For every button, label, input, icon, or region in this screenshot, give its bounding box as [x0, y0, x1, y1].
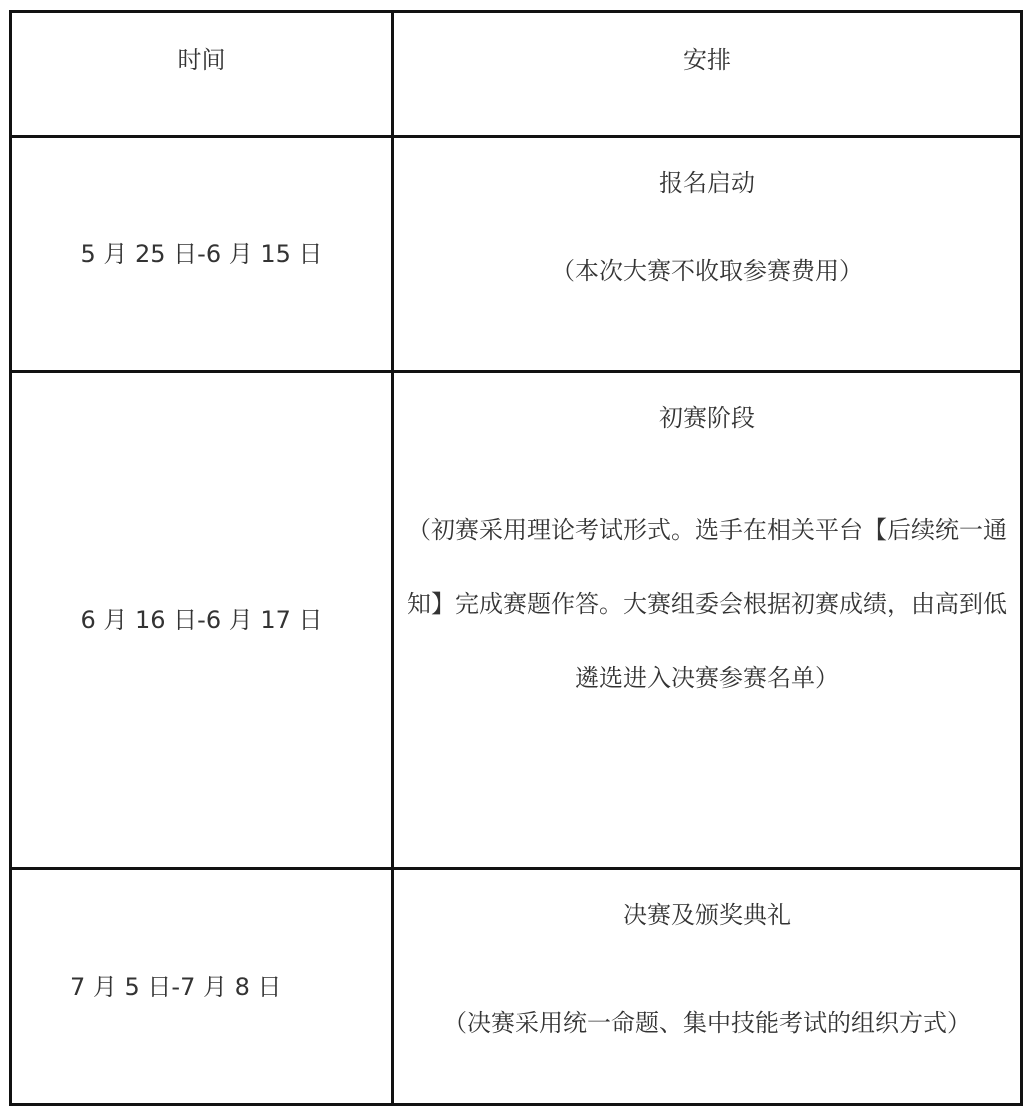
schedule-table	[9, 10, 1023, 1106]
plan-cell	[393, 372, 1022, 869]
plan-title: 初赛阶段	[659, 404, 755, 432]
plan-title: 报名启动	[659, 169, 755, 197]
time-cell	[11, 137, 393, 372]
header-row	[11, 12, 1022, 137]
plan-note: （本次大赛不收取参赛费用）	[551, 257, 863, 285]
time-cell	[11, 372, 393, 869]
plan-cell	[393, 869, 1022, 1105]
plan-title: 决赛及颁奖典礼	[623, 901, 791, 929]
header-time-cell	[11, 12, 393, 137]
table-row	[11, 372, 1022, 869]
plan-note: （决赛采用统一命题、集中技能考试的组织方式）	[443, 1009, 971, 1037]
time-value: 5 月 25 日-6 月 15 日	[80, 240, 323, 268]
header-time: 时间	[177, 46, 226, 74]
time-cell	[11, 869, 393, 1105]
table-row	[11, 137, 1022, 372]
header-plan-cell	[393, 12, 1022, 137]
time-value: 7 月 5 日-7 月 8 日	[70, 972, 282, 1001]
plan-cell	[393, 137, 1022, 372]
time-value: 6 月 16 日-6 月 17 日	[80, 606, 323, 634]
table-row	[11, 869, 1022, 1105]
plan-note: （初赛采用理论考试形式。选手在相关平台【后续统一通知】完成赛题作答。大赛组委会根据初赛成绩，由高到低遴选进入决赛参赛名单）	[407, 516, 1007, 692]
header-plan: 安排	[683, 46, 731, 74]
